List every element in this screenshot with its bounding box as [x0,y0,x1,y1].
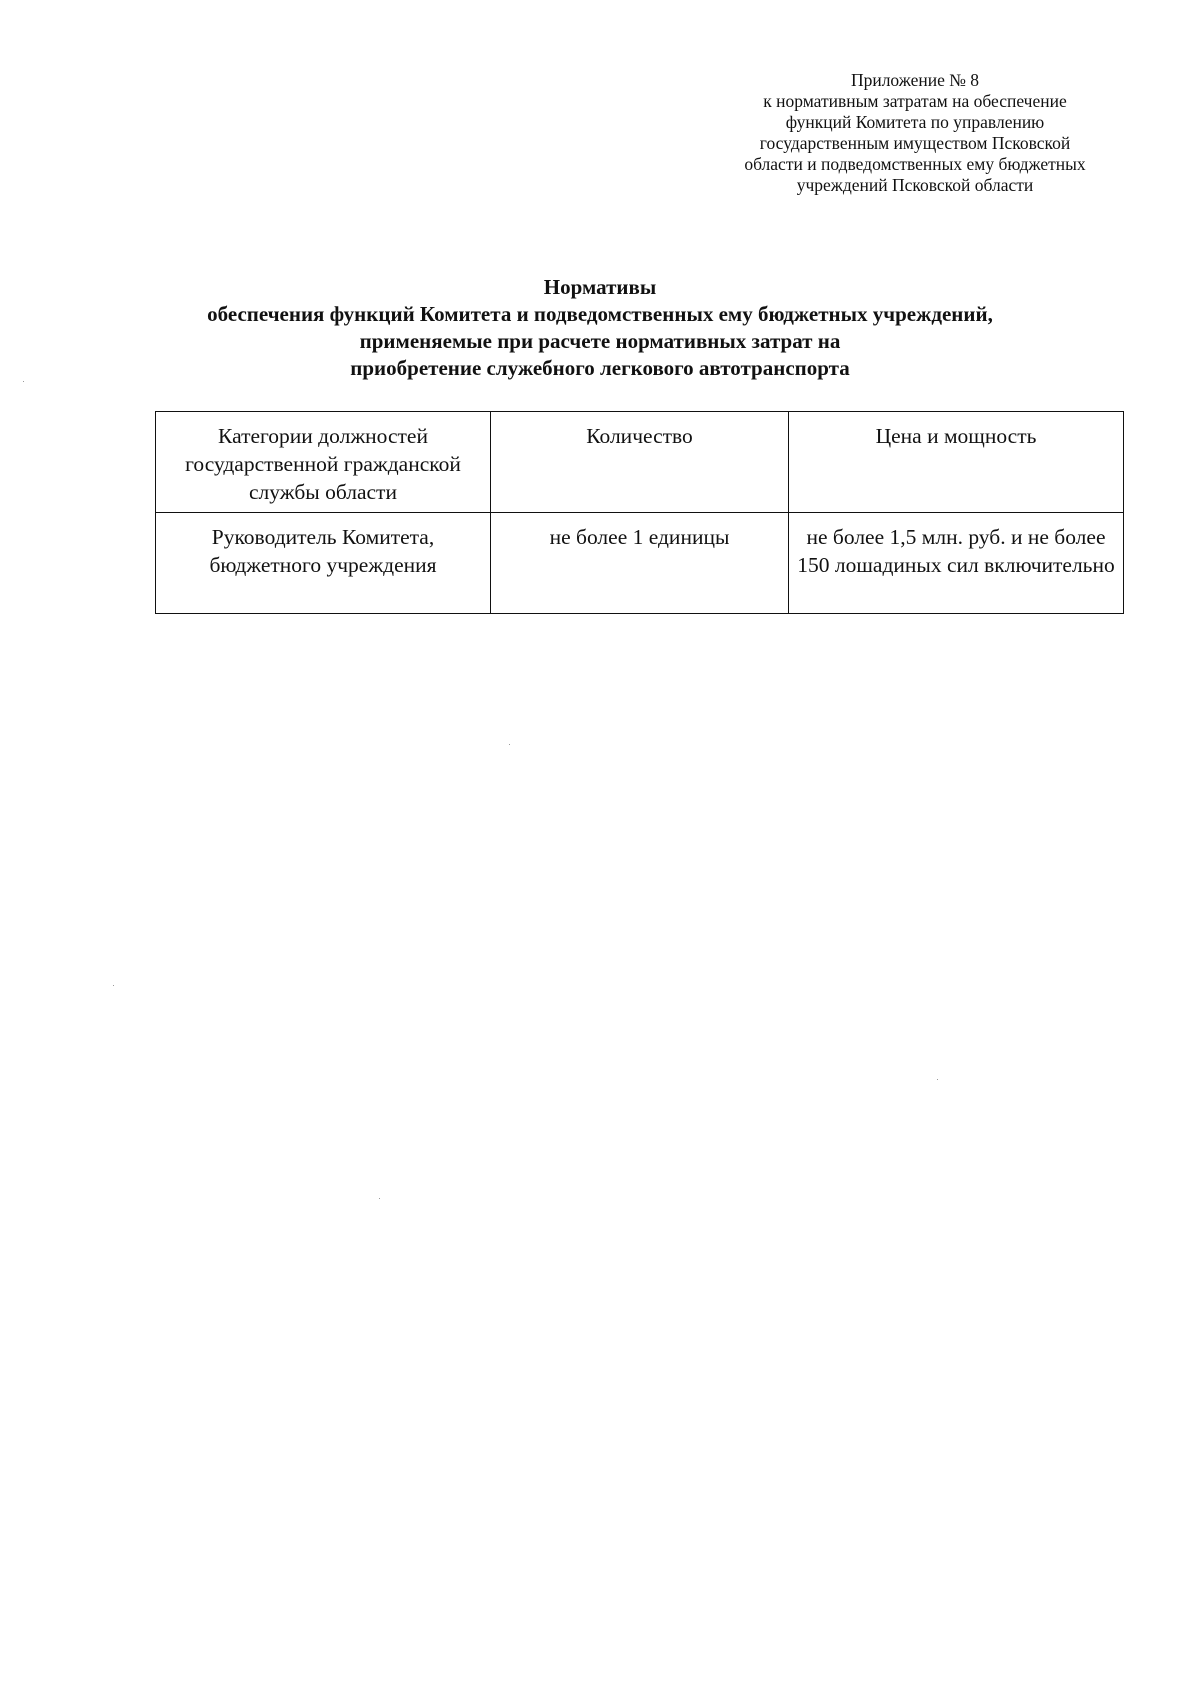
appendix-line: функций Комитета по управлению [785,112,1045,132]
norms-table [155,411,1124,614]
scan-speck [937,1079,938,1080]
appendix-line: области и подведомственных ему бюджетных [744,154,1086,174]
header-position-category: Категории должностей государственной гражданской службы области [156,412,491,513]
appendix-line: государственным имуществом Псковской [759,133,1071,153]
table-header [156,412,1124,513]
header-quantity: Количество [491,412,789,513]
table-header-row [156,412,1124,513]
title-heading: Нормативы [543,275,657,299]
scan-speck [379,1198,380,1199]
title-line: применяемые при расчете нормативных затрат на [359,329,841,353]
cell-price-power: не более 1,5 млн. руб. и не более 150 лошадиных сил включительно [789,513,1124,614]
document-title [100,274,1100,382]
scan-speck [23,381,24,382]
header-price-power: Цена и мощность [789,412,1124,513]
table-body [156,513,1124,614]
appendix-line: учреждений Псковской области [796,175,1034,195]
appendix-reference [700,70,1130,196]
appendix-number: Приложение № 8 [850,70,980,90]
appendix-line: к нормативным затратам на обеспечение [763,91,1067,111]
cell-quantity: не более 1 единицы [491,513,789,614]
table-row [156,513,1124,614]
cell-position-category: Руководитель Комитета, бюджетного учреждения [156,513,491,614]
scan-speck [113,985,114,986]
scan-speck [509,744,510,745]
title-line: обеспечения функций Комитета и подведомственных ему бюджетных учреждений, [207,302,993,326]
title-line: приобретение служебного легкового автотранспорта [350,356,850,380]
